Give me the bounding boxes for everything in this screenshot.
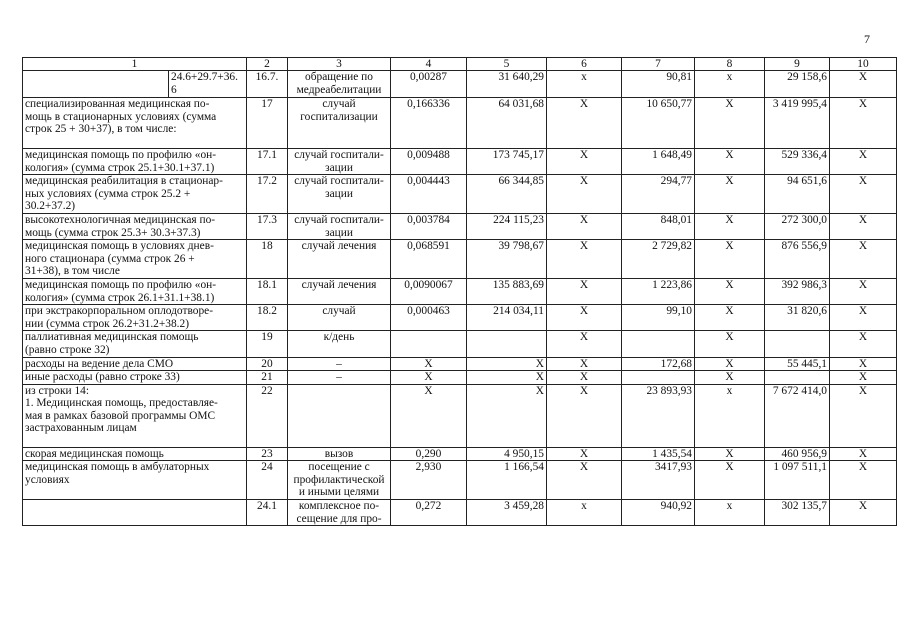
value-cell-7: 1 435,54 <box>622 447 695 461</box>
value-cell-8: Х <box>695 98 765 149</box>
unit-cell: случай госпитали- зации <box>288 213 391 239</box>
value-cell-6: Х <box>547 240 622 279</box>
row-name-cell: при экстракорпоральном оплодотворе- нии (сумма строк 26.2+31.2+38.2) <box>23 305 247 331</box>
value-cell-5: 224 115,23 <box>467 213 547 239</box>
value-cell-8: Х <box>695 371 765 385</box>
value-cell-4: 0,009488 <box>391 149 467 175</box>
row-number-cell: 21 <box>247 371 288 385</box>
value-cell-7: 90,81 <box>622 71 695 98</box>
value-cell-8: х <box>695 71 765 98</box>
value-cell-6: Х <box>547 175 622 214</box>
row-number-cell: 20 <box>247 357 288 371</box>
value-cell-9: 272 300,0 <box>765 213 830 239</box>
value-cell-10: Х <box>830 213 897 239</box>
value-cell-10: Х <box>830 447 897 461</box>
unit-cell: вызов <box>288 447 391 461</box>
value-cell-10: Х <box>830 240 897 279</box>
value-cell-8: Х <box>695 213 765 239</box>
value-cell-9: 31 820,6 <box>765 305 830 331</box>
row-number-cell: 16.7. <box>247 71 288 98</box>
header-cell: 9 <box>765 58 830 71</box>
table-row <box>23 331 897 357</box>
value-cell-7: 3417,93 <box>622 461 695 500</box>
row-number-cell: 17 <box>247 98 288 149</box>
value-cell-5: 66 344,85 <box>467 175 547 214</box>
value-cell-9: 55 445,1 <box>765 357 830 371</box>
value-cell-6: Х <box>547 384 622 447</box>
row-name-cell: высокотехнологичная медицинская по- мощь (сумма строк 25.3+ 30.3+37.3) <box>23 213 247 239</box>
value-cell-8: Х <box>695 240 765 279</box>
value-cell-10: Х <box>830 175 897 214</box>
value-cell-8: х <box>695 384 765 447</box>
value-cell-9: 7 672 414,0 <box>765 384 830 447</box>
value-cell-5: 214 034,11 <box>467 305 547 331</box>
value-cell-6: Х <box>547 357 622 371</box>
value-cell-5: 64 031,68 <box>467 98 547 149</box>
row-name-cell: медицинская помощь в условиях днев- ного стационара (сумма строк 26 + 31+38), в том числе <box>23 240 247 279</box>
unit-cell: случай госпитали- зации <box>288 175 391 214</box>
value-cell-8: Х <box>695 305 765 331</box>
unit-cell: обращение по медреабелитации <box>288 71 391 98</box>
value-cell-4: 0,166336 <box>391 98 467 149</box>
value-cell-8: Х <box>695 331 765 357</box>
value-cell-6: Х <box>547 371 622 385</box>
value-cell-10: Х <box>830 331 897 357</box>
value-cell-5: 39 798,67 <box>467 240 547 279</box>
value-cell-10: Х <box>830 357 897 371</box>
row-number-cell: 22 <box>247 384 288 447</box>
value-cell-8: Х <box>695 447 765 461</box>
row-name-cell: расходы на ведение дела СМО <box>23 357 247 371</box>
row-name-cell: медицинская помощь в амбулаторных условиях <box>23 461 247 500</box>
row-number-cell: 17.2 <box>247 175 288 214</box>
value-cell-7: 940,92 <box>622 500 695 526</box>
unit-cell: комплексное по- сещение для про- <box>288 500 391 526</box>
value-cell-7: 1 223,86 <box>622 278 695 304</box>
value-cell-9: 392 986,3 <box>765 278 830 304</box>
value-cell-9 <box>765 331 830 357</box>
value-cell-10: Х <box>830 384 897 447</box>
row-number-cell: 17.1 <box>247 149 288 175</box>
value-cell-10: Х <box>830 461 897 500</box>
header-cell: 5 <box>467 58 547 71</box>
value-cell-4: 0,272 <box>391 500 467 526</box>
value-cell-9: 302 135,7 <box>765 500 830 526</box>
value-cell-7: 848,01 <box>622 213 695 239</box>
value-cell-5: Х <box>467 371 547 385</box>
row-name-cell: медицинская реабилитация в стационар- ных условиях (сумма строк 25.2 + 30.2+37.2) <box>23 175 247 214</box>
value-cell-4: 0,00287 <box>391 71 467 98</box>
row-number-cell: 18.1 <box>247 278 288 304</box>
value-cell-7: 99,10 <box>622 305 695 331</box>
value-cell-7: 10 650,77 <box>622 98 695 149</box>
value-cell-8: Х <box>695 461 765 500</box>
row-number-cell: 18 <box>247 240 288 279</box>
value-cell-4: 0,068591 <box>391 240 467 279</box>
header-cell: 4 <box>391 58 467 71</box>
table-row <box>23 175 897 214</box>
value-cell-6: Х <box>547 305 622 331</box>
value-cell-10: Х <box>830 71 897 98</box>
value-cell-7: 172,68 <box>622 357 695 371</box>
value-cell-9 <box>765 371 830 385</box>
value-cell-7: 294,77 <box>622 175 695 214</box>
value-cell-4: Х <box>391 357 467 371</box>
row-number-cell: 24.1 <box>247 500 288 526</box>
unit-cell: случай лечения <box>288 240 391 279</box>
value-cell-5: 135 883,69 <box>467 278 547 304</box>
row-name-cell: иные расходы (равно строке 33) <box>23 371 247 385</box>
value-cell-6: Х <box>547 447 622 461</box>
table-row <box>23 71 897 98</box>
table-row <box>23 500 897 526</box>
row-formula-cell: 24.6+29.7+36. 6 <box>169 71 247 98</box>
row-name-cell: специализированная медицинская по- мощь в стационарных условиях (сумма строк 25 + 30+37), в том числе: <box>23 98 247 149</box>
value-cell-10: Х <box>830 500 897 526</box>
value-cell-5: Х <box>467 357 547 371</box>
unit-cell: к/день <box>288 331 391 357</box>
table-row <box>23 461 897 500</box>
value-cell-7 <box>622 331 695 357</box>
value-cell-8: Х <box>695 357 765 371</box>
value-cell-4: 0,003784 <box>391 213 467 239</box>
value-cell-6: х <box>547 71 622 98</box>
unit-cell: – <box>288 371 391 385</box>
row-number-cell: 19 <box>247 331 288 357</box>
unit-cell: посещение с профилактической и иными целями <box>288 461 391 500</box>
header-cell: 6 <box>547 58 622 71</box>
row-name-cell: скорая медицинская помощь <box>23 447 247 461</box>
unit-cell: случай госпитали- зации <box>288 149 391 175</box>
value-cell-4: 2,930 <box>391 461 467 500</box>
unit-cell <box>288 384 391 447</box>
table-row <box>23 371 897 385</box>
header-cell: 8 <box>695 58 765 71</box>
value-cell-9: 94 651,6 <box>765 175 830 214</box>
value-cell-5: 31 640,29 <box>467 71 547 98</box>
value-cell-10: Х <box>830 371 897 385</box>
header-cell: 7 <box>622 58 695 71</box>
value-cell-4: 0,004443 <box>391 175 467 214</box>
value-cell-10: Х <box>830 98 897 149</box>
value-cell-10: Х <box>830 305 897 331</box>
value-cell-5: 173 745,17 <box>467 149 547 175</box>
value-cell-4: 0,0090067 <box>391 278 467 304</box>
value-cell-5 <box>467 331 547 357</box>
header-cell: 3 <box>288 58 391 71</box>
value-cell-9: 460 956,9 <box>765 447 830 461</box>
unit-cell: случай госпитализации <box>288 98 391 149</box>
value-cell-6: х <box>547 500 622 526</box>
table-row <box>23 384 897 447</box>
value-cell-7: 1 648,49 <box>622 149 695 175</box>
value-cell-4: 0,000463 <box>391 305 467 331</box>
value-cell-4: 0,290 <box>391 447 467 461</box>
unit-cell: случай лечения <box>288 278 391 304</box>
value-cell-6: Х <box>547 213 622 239</box>
unit-cell: случай <box>288 305 391 331</box>
value-cell-6: Х <box>547 149 622 175</box>
table-row <box>23 447 897 461</box>
value-cell-7: 23 893,93 <box>622 384 695 447</box>
value-cell-8: Х <box>695 149 765 175</box>
value-cell-6: Х <box>547 278 622 304</box>
row-name-cell: медицинская помощь по профилю «он- кология» (сумма строк 25.1+30.1+37.1) <box>23 149 247 175</box>
value-cell-9: 876 556,9 <box>765 240 830 279</box>
value-cell-7 <box>622 371 695 385</box>
value-cell-8: Х <box>695 278 765 304</box>
value-cell-9: 3 419 995,4 <box>765 98 830 149</box>
value-cell-8: х <box>695 500 765 526</box>
value-cell-8: Х <box>695 175 765 214</box>
row-name-cell <box>23 500 247 526</box>
header-cell: 2 <box>247 58 288 71</box>
value-cell-10: Х <box>830 278 897 304</box>
table-row <box>23 98 897 149</box>
data-table <box>22 57 897 526</box>
row-name-cell: паллиативная медицинская помощь (равно строке 32) <box>23 331 247 357</box>
value-cell-4: Х <box>391 371 467 385</box>
row-number-cell: 17.3 <box>247 213 288 239</box>
row-number-cell: 24 <box>247 461 288 500</box>
header-cell: 10 <box>830 58 897 71</box>
value-cell-10: Х <box>830 149 897 175</box>
page-number: 7 <box>864 32 870 46</box>
row-number-cell: 18.2 <box>247 305 288 331</box>
value-cell-9: 29 158,6 <box>765 71 830 98</box>
table-row <box>23 240 897 279</box>
value-cell-5: 1 166,54 <box>467 461 547 500</box>
value-cell-4: Х <box>391 384 467 447</box>
value-cell-6: Х <box>547 461 622 500</box>
header-row <box>23 58 897 71</box>
table-row <box>23 149 897 175</box>
value-cell-4 <box>391 331 467 357</box>
value-cell-5: Х <box>467 384 547 447</box>
value-cell-6: Х <box>547 331 622 357</box>
table-row <box>23 278 897 304</box>
row-number-cell: 23 <box>247 447 288 461</box>
table-row <box>23 357 897 371</box>
table-row <box>23 213 897 239</box>
row-name-cell: медицинская помощь по профилю «он- кология» (сумма строк 26.1+31.1+38.1) <box>23 278 247 304</box>
value-cell-7: 2 729,82 <box>622 240 695 279</box>
table-body <box>23 71 897 526</box>
table-row <box>23 305 897 331</box>
value-cell-9: 529 336,4 <box>765 149 830 175</box>
unit-cell: – <box>288 357 391 371</box>
value-cell-5: 4 950,15 <box>467 447 547 461</box>
value-cell-6: Х <box>547 98 622 149</box>
value-cell-9: 1 097 511,1 <box>765 461 830 500</box>
value-cell-5: 3 459,28 <box>467 500 547 526</box>
header-cell: 1 <box>23 58 247 71</box>
row-name-cell: из строки 14: 1. Медицинская помощь, предоставляе- мая в рамках базовой программы ОМС застрахованным лицам <box>23 384 247 447</box>
row-name-cell <box>23 71 169 98</box>
